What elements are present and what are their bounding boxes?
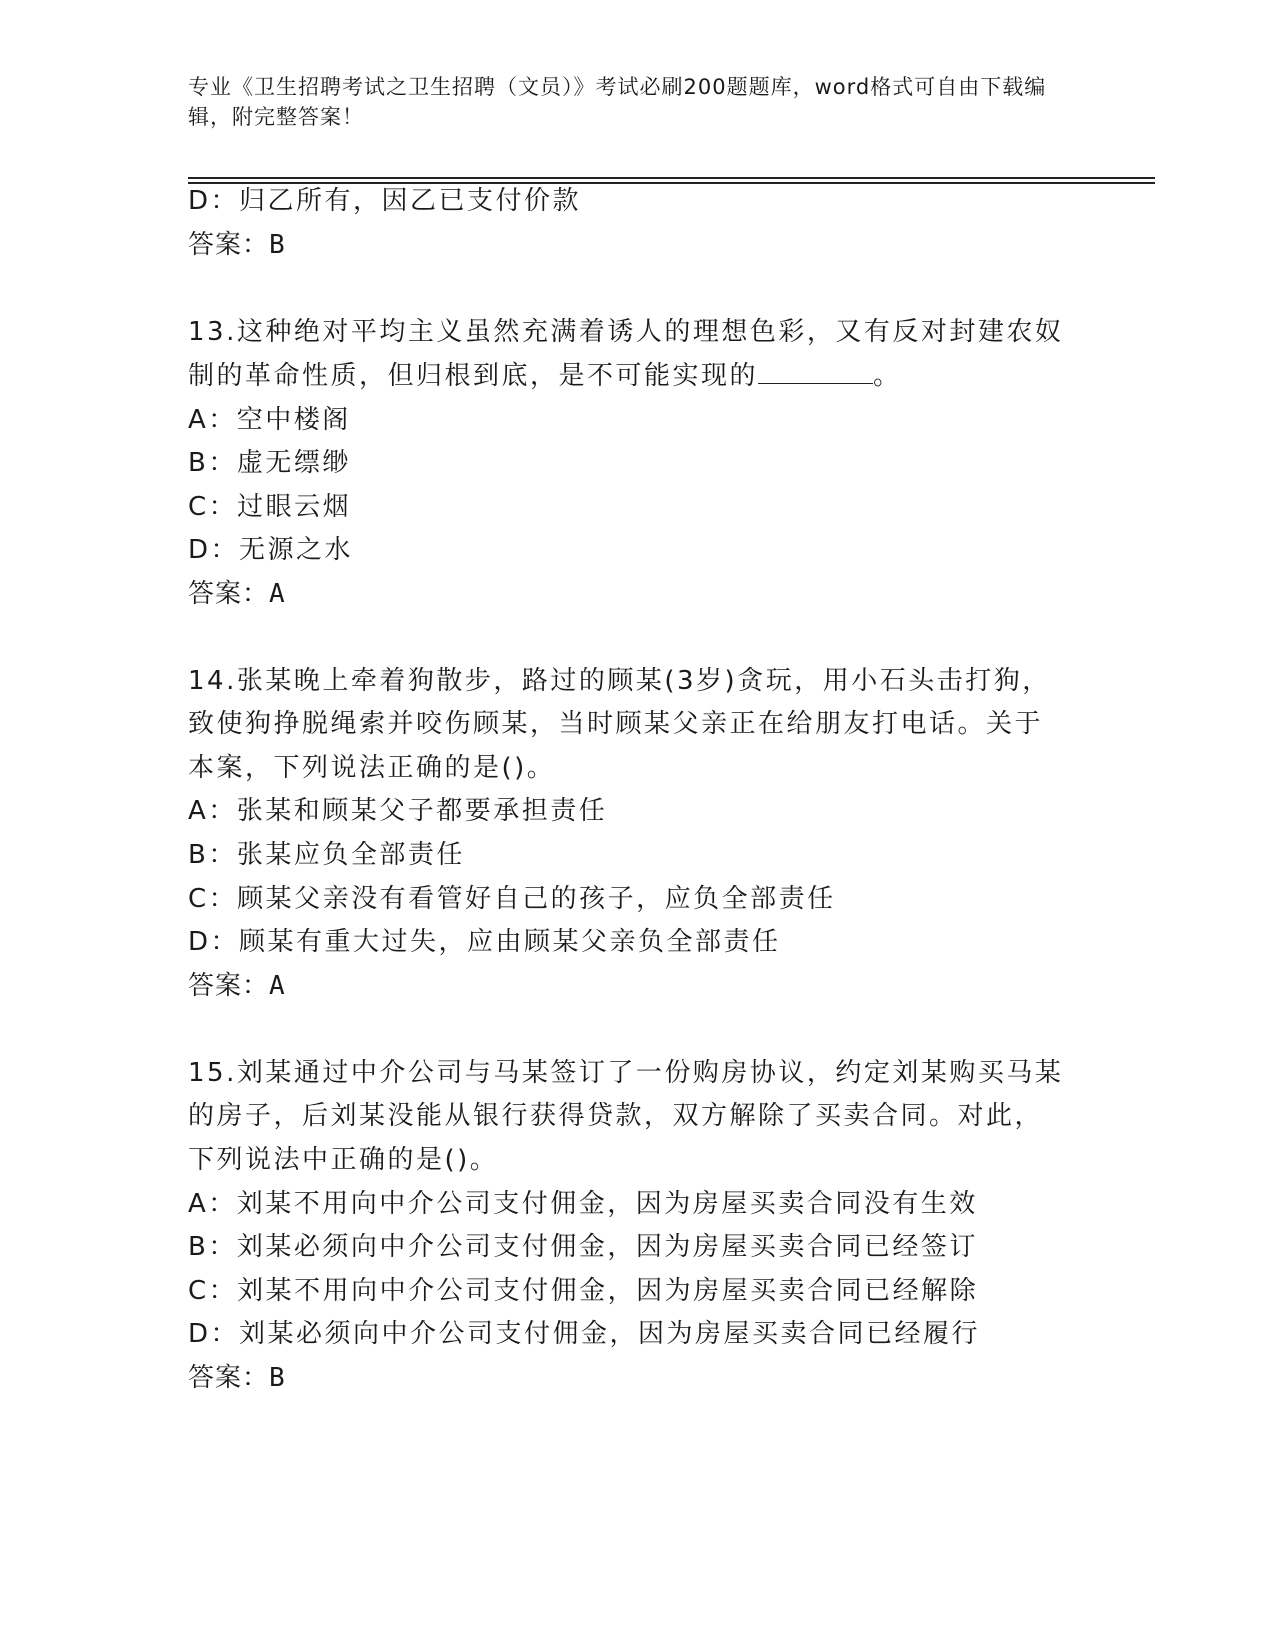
question-13-answer [188, 579, 285, 609]
question-15-option-d: D：刘某必须向中介公司支付佣金，因为房屋买卖合同已经履行 [188, 1319, 981, 1349]
answer-value: A [269, 579, 285, 609]
answer-label: 答案： [188, 230, 270, 260]
question-15-stem-line-2: 的房子，后刘某没能从银行获得贷款，双方解除了买卖合同。对此， [188, 1101, 1044, 1131]
question-15-stem-line-3: 下列说法中正确的是()。 [188, 1145, 499, 1175]
question-14-stem-line-2: 致使狗挣脱绳索并咬伤顾某，当时顾某父亲正在给朋友打电话。关于 [188, 709, 1044, 739]
question-14-option-d: D：顾某有重大过失，应由顾某父亲负全部责任 [188, 927, 781, 957]
question-13-stem-line-2: 制的革命性质，但归根到底，是不可能实现的 。 [188, 361, 902, 391]
question-13-stem-line-1: 13.这种绝对平均主义虽然充满着诱人的理想色彩，又有反对封建农奴 [188, 317, 1064, 347]
question-14-option-b: B：张某应负全部责任 [188, 840, 465, 870]
question-15-option-a: A：刘某不用向中介公司支付佣金，因为房屋买卖合同没有生效 [188, 1189, 978, 1219]
prev-answer [188, 230, 285, 260]
answer-value: B [269, 230, 285, 260]
prev-option-d: D：归乙所有，因乙已支付价款 [188, 186, 582, 216]
question-14-answer [188, 971, 285, 1001]
question-number: 15. [188, 1058, 237, 1088]
question-14-option-a: A：张某和顾某父子都要承担责任 [188, 796, 608, 826]
question-15-answer [188, 1363, 285, 1393]
answer-value: B [269, 1363, 285, 1393]
question-14-stem-line-1: 14.张某晚上牵着狗散步，路过的顾某(3岁)贪玩，用小石头击打狗， [188, 666, 1051, 696]
answer-value: A [269, 971, 285, 1001]
question-13-option-c: C：过眼云烟 [188, 492, 352, 522]
question-13-option-d: D：无源之水 [188, 535, 354, 565]
question-13-option-b: B：虚无缥缈 [188, 448, 351, 478]
header-divider-top [188, 177, 1155, 179]
question-number: 14. [188, 666, 237, 696]
fill-in-blank [758, 361, 873, 384]
answer-label: 答案： [188, 1363, 270, 1393]
question-14-stem-line-3: 本案，下列说法正确的是()。 [188, 753, 556, 783]
question-number: 13. [188, 317, 237, 347]
answer-label: 答案： [188, 579, 270, 609]
question-14-option-c: C：顾某父亲没有看管好自己的孩子，应负全部责任 [188, 884, 836, 914]
question-15-option-c: C：刘某不用向中介公司支付佣金，因为房屋买卖合同已经解除 [188, 1276, 979, 1306]
question-13-option-a: A：空中楼阁 [188, 405, 351, 435]
header-divider-bottom [188, 182, 1155, 184]
document-header: 专业《卫生招聘考试之卫生招聘（文员）》考试必刷200题题库，word格式可自由下载编辑，附完整答案！ [188, 75, 1047, 129]
question-15-stem-line-1: 15.刘某通过中介公司与马某签订了一份购房协议，约定刘某购买马某 [188, 1058, 1064, 1088]
answer-label: 答案： [188, 971, 270, 1001]
question-15-option-b: B：刘某必须向中介公司支付佣金，因为房屋买卖合同已经签订 [188, 1232, 978, 1262]
